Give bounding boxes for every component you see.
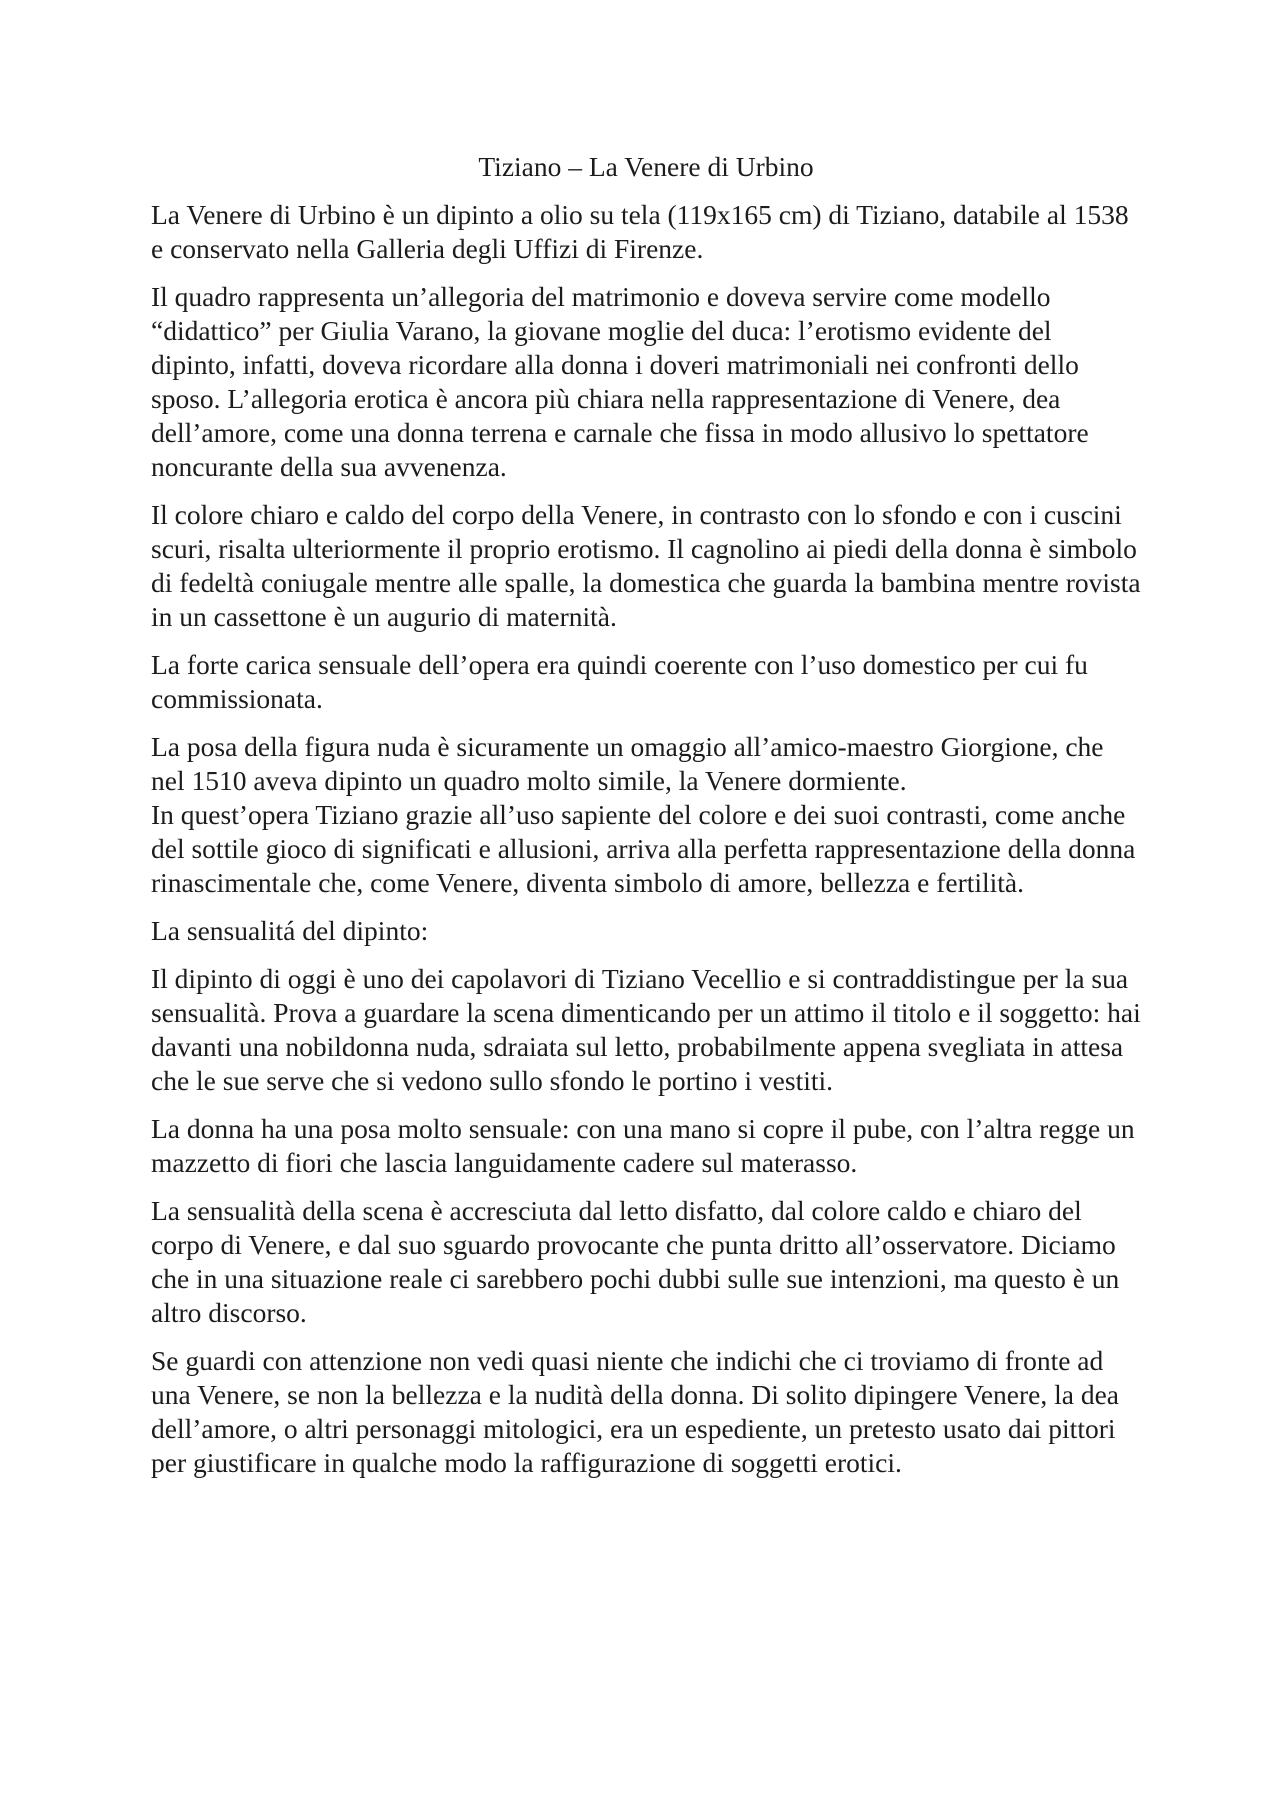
paragraph-renaissance-woman: In quest’opera Tiziano grazie all’uso sapiente del colore e dei suoi contrasti, come anche del sottile gioco di significati e allusioni, arriva alla perfetta rappresentazione della donna rinascimentale che, come Venere, diventa simbolo di amore, bellezza e fertilità. — [151, 799, 1136, 898]
document-title: Tiziano – La Venere di Urbino — [478, 151, 814, 182]
paragraph-colour: Il colore chiaro e caldo del corpo della Venere, in contrasto con lo sfondo e con i cuscini scuri, risalta ulteriormente il proprio erotismo. Il cagnolino ai piedi della donna è simbolo di fedeltà coniugale mentre alle spalle, la domestica che guarda la bambina mentre rovista in un cassettone è un augurio di maternità. — [151, 499, 1141, 632]
section-heading-sensuality: La sensualitá del dipinto: — [151, 915, 429, 946]
paragraph-pose: La donna ha una posa molto sensuale: con una mano si copre il pube, con l’altra regge un mazzetto di fiori che lascia languidamente cadere sul materasso. — [151, 1113, 1135, 1178]
paragraph-sensual-charge: La forte carica sensuale dell’opera era quindi coerente con l’uso domestico per cui fu commissionata. — [151, 649, 1088, 714]
paragraph-giorgione: La posa della figura nuda è sicuramente un omaggio all’amico-maestro Giorgione, che nel 1510 aveva dipinto un quadro molto simile, la Venere dormiente. — [151, 731, 1104, 796]
paragraph-scene: La sensualità della scena è accresciuta dal letto disfatto, dal colore caldo e chiaro del corpo di Venere, e dal suo sguardo provocante che punta dritto all’osservatore. Diciamo che in una situazione reale ci sarebbero pochi dubbi sulle sue intenzioni, ma questo è un altro discorso. — [151, 1195, 1120, 1328]
document-body — [151, 150, 1141, 1494]
paragraph-allegory: Il quadro rappresenta un’allegoria del matrimonio e doveva servire come modello “didattico” per Giulia Varano, la giovane moglie del duca: l’erotismo evidente del dipinto, infatti, doveva ricordare alla donna i doveri matrimoniali nei confronti dello sposo. L’allegoria erotica è ancora più chiara nella rappresentazione di Venere, dea dell’amore, come una donna terrena e carnale che fissa in modo allusivo lo spettatore noncurante della sua avvenenza. — [151, 281, 1089, 482]
paragraph-masterpiece: Il dipinto di oggi è uno dei capolavori di Tiziano Vecellio e si contraddistingue per la sua sensualità. Prova a guardare la scena dimenticando per un attimo il titolo e il soggetto: hai davanti una nobildonna nuda, sdraiata sul letto, probabilmente appena svegliata in attesa che le sue serve che si vedono sullo sfondo le portino i vestiti. — [151, 963, 1141, 1096]
paragraph-mythology: Se guardi con attenzione non vedi quasi niente che indichi che ci troviamo di fronte ad una Venere, se non la bellezza e la nudità della donna. Di solito dipingere Venere, la dea dell’amore, o altri personaggi mitologici, era un espediente, un pretesto usato dai pittori per giustificare in qualche modo la raffigurazione di soggetti erotici. — [151, 1345, 1119, 1478]
paragraph-intro: La Venere di Urbino è un dipinto a olio su tela (119x165 cm) di Tiziano, databile al 1538 e conservato nella Galleria degli Uffizi di Firenze. — [151, 199, 1129, 264]
